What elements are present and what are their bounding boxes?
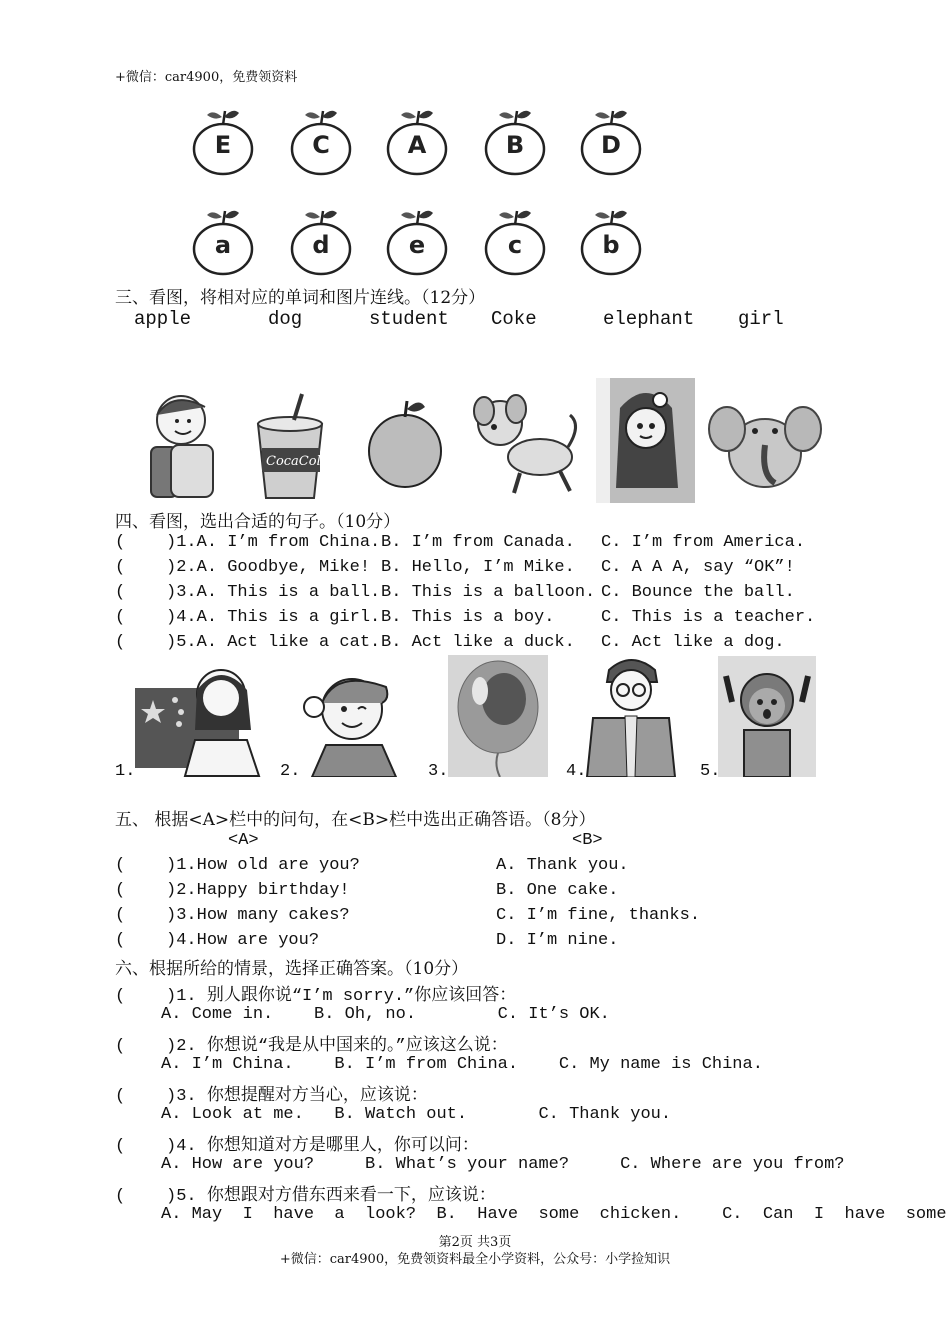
section4-q3-option-a: ( )3.A. This is a ball. [115, 583, 381, 602]
section4-q1-option-b: B. I’m from Canada. [381, 533, 575, 552]
section5-q2-question: ( )2.Happy birthday! [115, 881, 350, 900]
apple-letter-card [385, 205, 449, 277]
section4-q5-option-c: C. Act like a dog. [601, 633, 785, 652]
section5-q2-answer: B. One cake. [496, 881, 619, 900]
section6-q5-options: A. May I have a look? B. Have some chicken. C. Can I have some [161, 1205, 947, 1224]
section5-q1-question: ( )1.How old are you? [115, 856, 360, 875]
teacher-picture [585, 652, 677, 777]
apple-letter: E [214, 131, 232, 159]
section4-title: 四、看图，选出合适的句子。（10分） [115, 512, 401, 532]
section4-q5-option-b: B. Act like a duck. [381, 633, 575, 652]
apple-letter: e [408, 231, 426, 259]
elephant-picture [705, 395, 825, 500]
section3-word-dog: dog [268, 308, 303, 330]
section6-q1-options: A. Come in. B. Oh, no. C. It’s OK. [161, 1005, 610, 1024]
section6-q2-options: A. I’m China. B. I’m from China. C. My name is China. [161, 1055, 763, 1074]
apple-letter-card [579, 105, 643, 177]
section4-q1-option-a: ( )1.A. I’m from China. [115, 533, 381, 552]
section4-q1-option-c: C. I’m from America. [601, 533, 806, 552]
apple-letter: B [505, 131, 525, 159]
section5-q1-answer: A. Thank you. [496, 856, 629, 875]
section6-q5-question: ( )5. 你想跟对方借东西来看一下，应该说： [115, 1187, 496, 1206]
mike-ok-picture [296, 663, 408, 777]
balloon-picture [448, 655, 548, 777]
section3-word-girl: girl [738, 308, 784, 330]
apple-letter-card [191, 205, 255, 277]
apple-letter: c [507, 231, 523, 259]
section4-q3-option-b: B. This is a balloon. [381, 583, 596, 602]
page-number: 第2页 共3页 [438, 1235, 512, 1250]
section4-q2-option-a: ( )2.A. Goodbye, Mike! [115, 558, 371, 577]
student-picture [133, 385, 233, 503]
picture-number-2: 2. [280, 762, 301, 781]
svg-text:CocaCola: CocaCola [266, 454, 329, 469]
apple-picture [365, 395, 445, 491]
section5-q3-answer: C. I’m fine, thanks. [496, 906, 701, 925]
picture-number-3: 3. [428, 762, 449, 781]
boy-act-picture [718, 656, 816, 777]
girl-picture [596, 378, 695, 503]
apple-letter: A [407, 131, 427, 159]
apple-letter: b [602, 231, 620, 259]
section3-word-elephant: elephant [603, 308, 695, 330]
apple-letter: a [214, 231, 232, 259]
header-note: +微信：car4900，免费领资料 [115, 70, 298, 85]
apple-letter-card [483, 205, 547, 277]
picture-number-4: 4. [566, 762, 587, 781]
section6-q4-question: ( )4. 你想知道对方是哪里人，你可以问： [115, 1137, 479, 1156]
apple-letter-card [289, 205, 353, 277]
section6-title: 六、根据所给的情景，选择正确答案。（10分） [115, 959, 469, 979]
section3-word-apple: apple [134, 308, 192, 330]
section4-q2-option-b: B. Hello, I’m Mike. [381, 558, 575, 577]
apple-letter: d [312, 231, 330, 259]
apple-letter: C [312, 131, 330, 159]
picture-number-5: 5. [700, 762, 721, 781]
section6-q4-options: A. How are you? B. What’s your name? C. Where are you from? [161, 1155, 845, 1174]
section4-q4-option-a: ( )4.A. This is a girl. [115, 608, 381, 627]
dog-picture [470, 385, 585, 500]
section3-title: 三、看图，将相对应的单词和图片连线。（12分） [115, 288, 486, 308]
section5-title: 五、 根据<A>栏中的问句，在<B>栏中选出正确答语。（8分） [115, 810, 596, 830]
apple-letter-card [289, 105, 353, 177]
section6-q2-question: ( )2. 你想说“我是从中国来的。”应该这么说： [115, 1037, 508, 1056]
section5-q4-answer: D. I’m nine. [496, 931, 619, 950]
picture-number-1: 1. [115, 762, 136, 781]
coke-picture [250, 390, 330, 502]
section5-q4-question: ( )4.How are you? [115, 931, 320, 950]
apple-letter-card [191, 105, 255, 177]
footer-note: +微信：car4900，免费领资料最全小学资料，公众号：小学捡知识 [279, 1252, 671, 1267]
section6-q3-options: A. Look at me. B. Watch out. C. Thank you. [161, 1105, 672, 1124]
section4-q4-option-c: C. This is a teacher. [601, 608, 816, 627]
section6-q3-question: ( )3. 你想提醒对方当心，应该说： [115, 1087, 428, 1106]
section4-q4-option-b: B. This is a boy. [381, 608, 555, 627]
section4-q3-option-c: C. Bounce the ball. [601, 583, 795, 602]
section5-q3-question: ( )3.How many cakes? [115, 906, 350, 925]
section3-word-coke: Coke [491, 308, 537, 330]
section4-q5-option-a: ( )5.A. Act like a cat. [115, 633, 381, 652]
section5-col-a: <A> [228, 831, 259, 850]
apple-letter-card [483, 105, 547, 177]
section4-q2-option-c: C. A A A, say “OK”! [601, 558, 795, 577]
china-girl-picture [135, 660, 262, 777]
apple-letter-card [579, 205, 643, 277]
section6-q1-question: ( )1. 别人跟你说“I’m sorry.”你应该回答： [115, 987, 517, 1006]
section5-col-b: <B> [572, 831, 603, 850]
section3-word-student: student [369, 308, 449, 330]
apple-letter-card [385, 105, 449, 177]
apple-letter: D [601, 131, 621, 159]
